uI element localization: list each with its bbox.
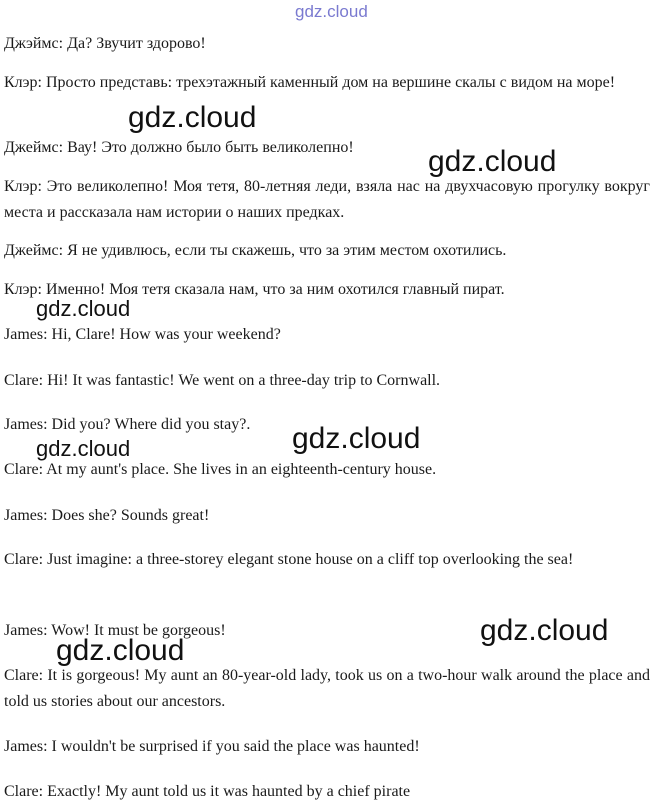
paragraph-ru-2: Клэр: Просто представь: трехэтажный каменный дом на вершине скалы с видом на море! <box>4 74 616 91</box>
paragraph-en-2: Clare: Hi! It was fantastic! We went on a three-day trip to Cornwall. <box>4 372 441 389</box>
watermark-7: gdz.cloud <box>56 634 185 667</box>
paragraph-ru-6: Клэр: Именно! Моя тетя сказала нам, что за ним охотился главный пират. <box>4 281 505 298</box>
paragraph-en-9: James: I wouldn't be surprised if you said the place was haunted! <box>4 738 420 755</box>
paragraph-en-5: James: Does she? Sounds great! <box>4 507 210 524</box>
watermark-3: gdz.cloud <box>36 296 131 321</box>
paragraph-ru-1: Джэймс: Да? Звучит здорово! <box>4 35 206 52</box>
paragraph-en-7: James: Wow! It must be gorgeous! <box>4 622 226 639</box>
paragraph-en-10: Clare: Exactly! My aunt told us it was haunted by a chief pirate <box>4 783 411 800</box>
paragraph-ru-4: Клэр: Это великолепно! Моя тетя, 80-летняя леди, взяла нас на двухчасовую прогулку вокруг места и рассказала нам истории о наших предках. <box>4 178 650 221</box>
paragraph-en-6: Clare: Just imagine: a three-storey elegant stone house on a cliff top overlooking the sea! <box>4 551 574 568</box>
paragraph-ru-3: Джеймс: Вау! Это должно было быть великолепно! <box>4 139 354 156</box>
watermark-2: gdz.cloud <box>428 145 557 178</box>
paragraph-en-4: Clare: At my aunt's place. She lives in an eighteenth-century house. <box>4 461 437 478</box>
watermark-5: gdz.cloud <box>292 422 421 455</box>
paragraph-en-1: James: Hi, Clare! How was your weekend? <box>4 326 281 343</box>
watermark-4: gdz.cloud <box>36 436 131 461</box>
paragraph-en-8: Clare: It is gorgeous! My aunt an 80-year-old lady, took us on a two-hour walk around the place and told us stories about our ancestors. <box>4 667 650 710</box>
watermark-top: gdz.cloud <box>295 2 368 21</box>
paragraph-en-3: James: Did you? Where did you stay?. <box>4 416 251 433</box>
paragraph-ru-5: Джеймс: Я не удивлюсь, если ты скажешь, что за этим местом охотились. <box>4 242 507 259</box>
watermark-6: gdz.cloud <box>480 614 609 647</box>
watermark-1: gdz.cloud <box>128 101 257 134</box>
